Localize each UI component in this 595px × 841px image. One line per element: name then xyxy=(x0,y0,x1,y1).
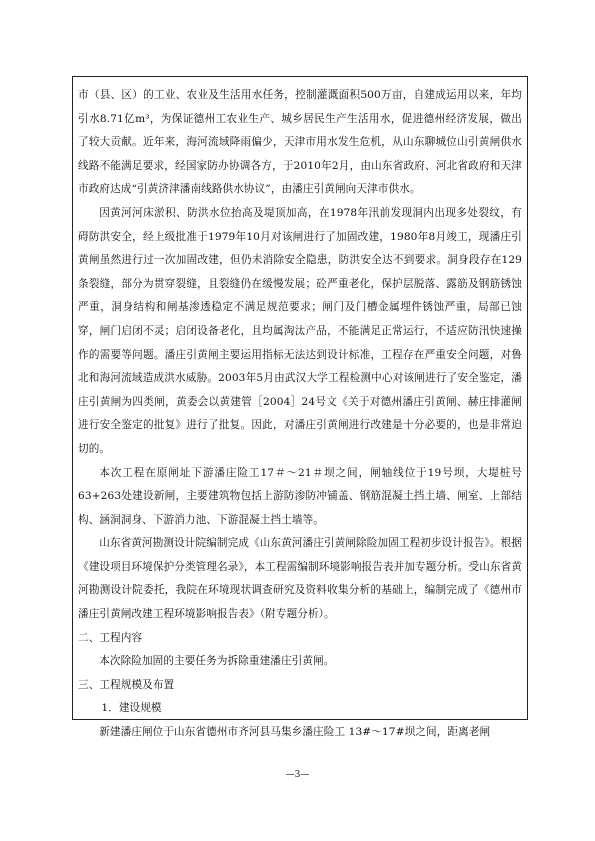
paragraph-safety-issues: 因黄河河床淤积、防洪水位抬高及堤顶加高，在1978年汛前发现洞内出现多处裂纹，有碍防洪安全，经上级批准于1979年10月对该闸进行了加固改建，1980年8月竣工，现潘庄引黄闸虽然进行过一次加固改建，但仍未消除安全隐患，防洪安全达不到要求。洞身段存在129条裂缝，部分为贯穿裂缝，且裂缝仍在缓慢发展；砼严重老化，保护层脱落、露筋及钢筋锈蚀严重，洞身结构和闸基渗透稳定不满足规范要求；闸门及门槽金属埋件锈蚀严重，局部已蚀穿，闸门启闭不灵；启闭设备老化，且均属淘汰产品，不能满足正常运行，不适应防汛快速操作的需要等问题。潘庄引黄闸主要运用指标无法达到设计标准，工程存在严重安全问题，对鲁北和海河流域造成洪水威胁。2003年5月由武汉大学工程检测中心对该闸进行了安全鉴定，潘庄引黄闸为四类闸，黄委会以黄建管［2004］24号文《关于对德州潘庄引黄闸、赫庄排灌闸进行安全鉴定的批复》进行了批复。因此，对潘庄引黄闸进行改建是十分必要的，也是非常迫切的。 xyxy=(78,206,522,455)
section-heading-scale-layout: 三、工程规模及布置 xyxy=(78,678,175,691)
subsection-heading-construction-scale: 1．建设规模 xyxy=(101,702,162,715)
paragraph-report-preparation: 山东省黄河勘测设计院编制完成《山东黄河潘庄引黄闸除险加固工程初步设计报告》。根据《建设项目环境保护分类管理名录》，本工程需编制环境影响报告表并加专题分析。受山东省黄河勘测设计院委托，我院在环境现状调查研究及资料收集分析的基础上，编制完成了《德州市潘庄引黄闸改建工程环境影响报告表》（附专题分析）。 xyxy=(78,537,522,621)
section-heading-project-content: 二、工程内容 xyxy=(78,631,143,644)
document-body xyxy=(78,84,522,745)
paragraph-main-task: 本次除险加固的主要任务为拆除重建潘庄引黄闸。 xyxy=(99,655,335,668)
paragraph-new-gate-location: 本次工程在原闸址下游潘庄险工17＃～21＃坝之间，闸轴线位于19号坝，大堤桩号63+263处建设新闸，主要建筑物包括上游防渗防冲铺盖、钢筋混凝土挡土墙、闸室、上部结构、涵洞洞身、下游消力池、下游混凝土挡土墙等。 xyxy=(78,466,522,526)
page-number: —3— xyxy=(285,770,310,780)
paragraph-new-gate-position: 新建潘庄闸位于山东省德州市齐河县马集乡潘庄险工 13#～17#坝之间，距离老闸 xyxy=(99,726,491,739)
paragraph-background-water-supply: 市（县、区）的工业、农业及生活用水任务，控制灌溉面积500万亩，自建成运用以来，年均引水8.71亿m³，为保证德州工农业生产、城乡居民生产生活用水，促进德州经济发展，做出了较大贡献。近年来，海河流域降雨偏少，天津市用水发生危机，从山东聊城位山引黄闸供水线路不能满足要求，经国家防办协调各方，于2010年2月，由山东省政府、河北省政府和天津市政府达成“引黄济津潘南线路供水协议”，由潘庄引黄闸向天津市供水。 xyxy=(78,89,522,196)
